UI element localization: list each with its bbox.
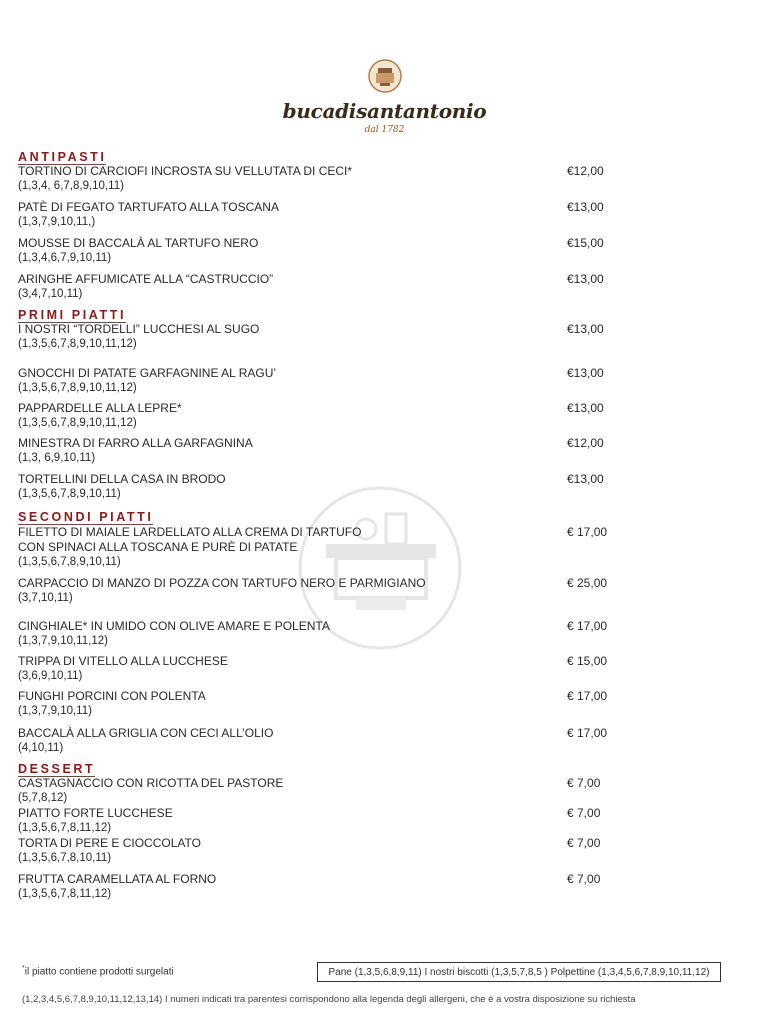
bread-allergens-box: Pane (1,3,5,6,8,9,11) I nostri biscotti (1,3,5,7,8,5 ) Polpettine (1,3,4,5,6,7,8,9,10,11,12) bbox=[317, 962, 721, 982]
allergen-list: (3,7,10,11) bbox=[18, 592, 73, 604]
dish-price: € 7,00 bbox=[567, 836, 601, 850]
menu-item bbox=[18, 472, 618, 502]
dish-name: PIATTO FORTE LUCCHESE bbox=[18, 806, 173, 820]
allergen-list: (1,3,4, 6,7,8,9,10,11) bbox=[18, 180, 124, 192]
allergen-list: (1,3,5,6,7,8,9,10,11,12) bbox=[18, 382, 137, 394]
menu-item bbox=[18, 164, 618, 194]
menu-item bbox=[18, 654, 618, 684]
dish-price: €13,00 bbox=[567, 200, 604, 214]
dish-price: € 17,00 bbox=[567, 689, 608, 703]
dish-price: € 7,00 bbox=[567, 872, 601, 886]
restaurant-name: bucadisantantonio bbox=[282, 99, 487, 123]
menu-item bbox=[18, 576, 618, 606]
dish-name: FILETTO DI MAIALE LARDELLATO ALLA CREMA DI TARTUFO bbox=[18, 525, 362, 539]
restaurant-since: dal 1782 bbox=[364, 125, 405, 135]
dish-name: I NOSTRI “TORDELLI” LUCCHESI AL SUGO bbox=[18, 322, 260, 336]
allergen-list: (1,3,5,6,7,8,9,10,11,12) bbox=[18, 338, 137, 350]
dish-name: TRIPPA DI VITELLO ALLA LUCCHESE bbox=[18, 654, 228, 668]
dish-price: €13,00 bbox=[567, 272, 604, 286]
menu-item bbox=[18, 200, 618, 230]
dish-name: TORTA DI PERE E CIOCCOLATO bbox=[18, 836, 201, 850]
dish-name: MINESTRA DI FARRO ALLA GARFAGNINA bbox=[18, 436, 253, 450]
allergen-list: (1,3,5,6,7,8,11,12) bbox=[18, 888, 112, 900]
restaurant-logo bbox=[0, 58, 769, 135]
dish-price: € 15,00 bbox=[567, 654, 608, 668]
dish-name: BACCALÀ ALLA GRIGLIA CON CECI ALL’OLIO bbox=[18, 726, 274, 740]
dish-name: PAPPARDELLE ALLA LEPRE* bbox=[18, 401, 182, 415]
dish-price: €13,00 bbox=[567, 401, 604, 415]
frozen-products-note bbox=[22, 965, 174, 977]
allergen-legend-note: (1,2,3,4,5,6,7,8,9,10,11,12,13,14) I numeri indicati tra parentesi corrispondono alla legenda degli allergeni, che è a vostra disposizione su richiesta bbox=[22, 994, 636, 1005]
dish-name: GNOCCHI DI PATATE GARFAGNINE AL RAGU’ bbox=[18, 366, 277, 380]
frozen-note-text: il piatto contiene prodotti surgelati bbox=[24, 966, 174, 978]
dish-name: MOUSSE DI BACCALÀ AL TARTUFO NERO bbox=[18, 236, 259, 250]
dish-name: TORTINO DI CARCIOFI INCROSTA SU VELLUTATA DI CECI* bbox=[18, 164, 353, 178]
restaurant-emblem-icon bbox=[367, 58, 403, 94]
dish-price: €13,00 bbox=[567, 472, 604, 486]
menu-item bbox=[18, 619, 618, 649]
menu-item bbox=[18, 436, 618, 466]
dish-price: €13,00 bbox=[567, 322, 604, 336]
dish-price: € 7,00 bbox=[567, 776, 601, 790]
section-secondi-piatti bbox=[18, 508, 153, 526]
dish-name: ARINGHE AFFUMICATE ALLA “CASTRUCCIO” bbox=[18, 272, 274, 286]
dish-name: FRUTTA CARAMELLATA AL FORNO bbox=[18, 872, 217, 886]
section-title: SECONDI PIATTI bbox=[18, 510, 154, 524]
menu-item bbox=[18, 236, 618, 266]
allergen-list: (1,3,7,9,10,11) bbox=[18, 705, 92, 717]
dish-price: €12,00 bbox=[567, 436, 604, 450]
menu-item bbox=[18, 776, 618, 806]
allergen-list: (1,3,5,6,7,8,9,10,11,12) bbox=[18, 417, 137, 429]
allergen-list: (1,3,5,6,7,8,9,10,11) bbox=[18, 488, 121, 500]
allergen-list: (1,3,5,6,7,8,11,12) bbox=[18, 822, 112, 834]
allergen-list: (5,7,8,12) bbox=[18, 792, 68, 804]
menu-item bbox=[18, 401, 618, 431]
menu-item bbox=[18, 366, 618, 396]
dish-name: TORTELLINI DELLA CASA IN BRODO bbox=[18, 472, 226, 486]
allergen-list: (3,6,9,10,11) bbox=[18, 670, 83, 682]
menu-item bbox=[18, 272, 618, 302]
dish-price: €12,00 bbox=[567, 164, 604, 178]
dish-price: €13,00 bbox=[567, 366, 604, 380]
allergen-list: (1,3, 6,9,10,11) bbox=[18, 452, 96, 464]
dish-name: FUNGHI PORCINI CON POLENTA bbox=[18, 689, 206, 703]
dish-price: € 17,00 bbox=[567, 525, 608, 539]
dish-price: €15,00 bbox=[567, 236, 604, 250]
allergen-list: (3,4,7,10,11) bbox=[18, 288, 83, 300]
menu-item bbox=[18, 806, 618, 836]
dish-name: CASTAGNACCIO CON RICOTTA DEL PASTORE bbox=[18, 776, 284, 790]
dish-name: CARPACCIO DI MANZO DI POZZA CON TARTUFO NERO E PARMIGIANO bbox=[18, 576, 426, 590]
menu-item bbox=[18, 726, 618, 756]
section-title: ANTIPASTI bbox=[18, 150, 107, 164]
allergen-list: (1,3,7,9,10,11,12) bbox=[18, 635, 108, 647]
dish-price: € 7,00 bbox=[567, 806, 601, 820]
menu-item bbox=[18, 872, 618, 902]
dish-price: € 25,00 bbox=[567, 576, 608, 590]
menu-item bbox=[18, 322, 618, 352]
dish-name: PATÈ DI FEGATO TARTUFATO ALLA TOSCANA bbox=[18, 200, 279, 214]
allergen-list: (4,10,11) bbox=[18, 742, 64, 754]
allergen-list: (1,3,4,6,7,9,10,11) bbox=[18, 252, 112, 264]
dish-price: € 17,00 bbox=[567, 619, 608, 633]
menu-item bbox=[18, 689, 618, 719]
dish-name-continued: CON SPINACI ALLA TOSCANA E PURÈ DI PATATE bbox=[18, 540, 298, 554]
allergen-list: (1,3,5,6,7,8,9,10,11) bbox=[18, 556, 121, 568]
asterisk-mark: * bbox=[22, 965, 25, 972]
allergen-list: (1,3,5,6,7,8,10,11) bbox=[18, 852, 112, 864]
dish-price: € 17,00 bbox=[567, 726, 608, 740]
dish-name: CINGHIALE* IN UMIDO CON OLIVE AMARE E POLENTA bbox=[18, 619, 330, 633]
menu-item bbox=[18, 836, 618, 866]
section-title: PRIMI PIATTI bbox=[18, 308, 127, 322]
allergen-list: (1,3,7,9,10,11,) bbox=[18, 216, 96, 228]
menu-item bbox=[18, 525, 618, 570]
section-title: DESSERT bbox=[18, 762, 96, 776]
